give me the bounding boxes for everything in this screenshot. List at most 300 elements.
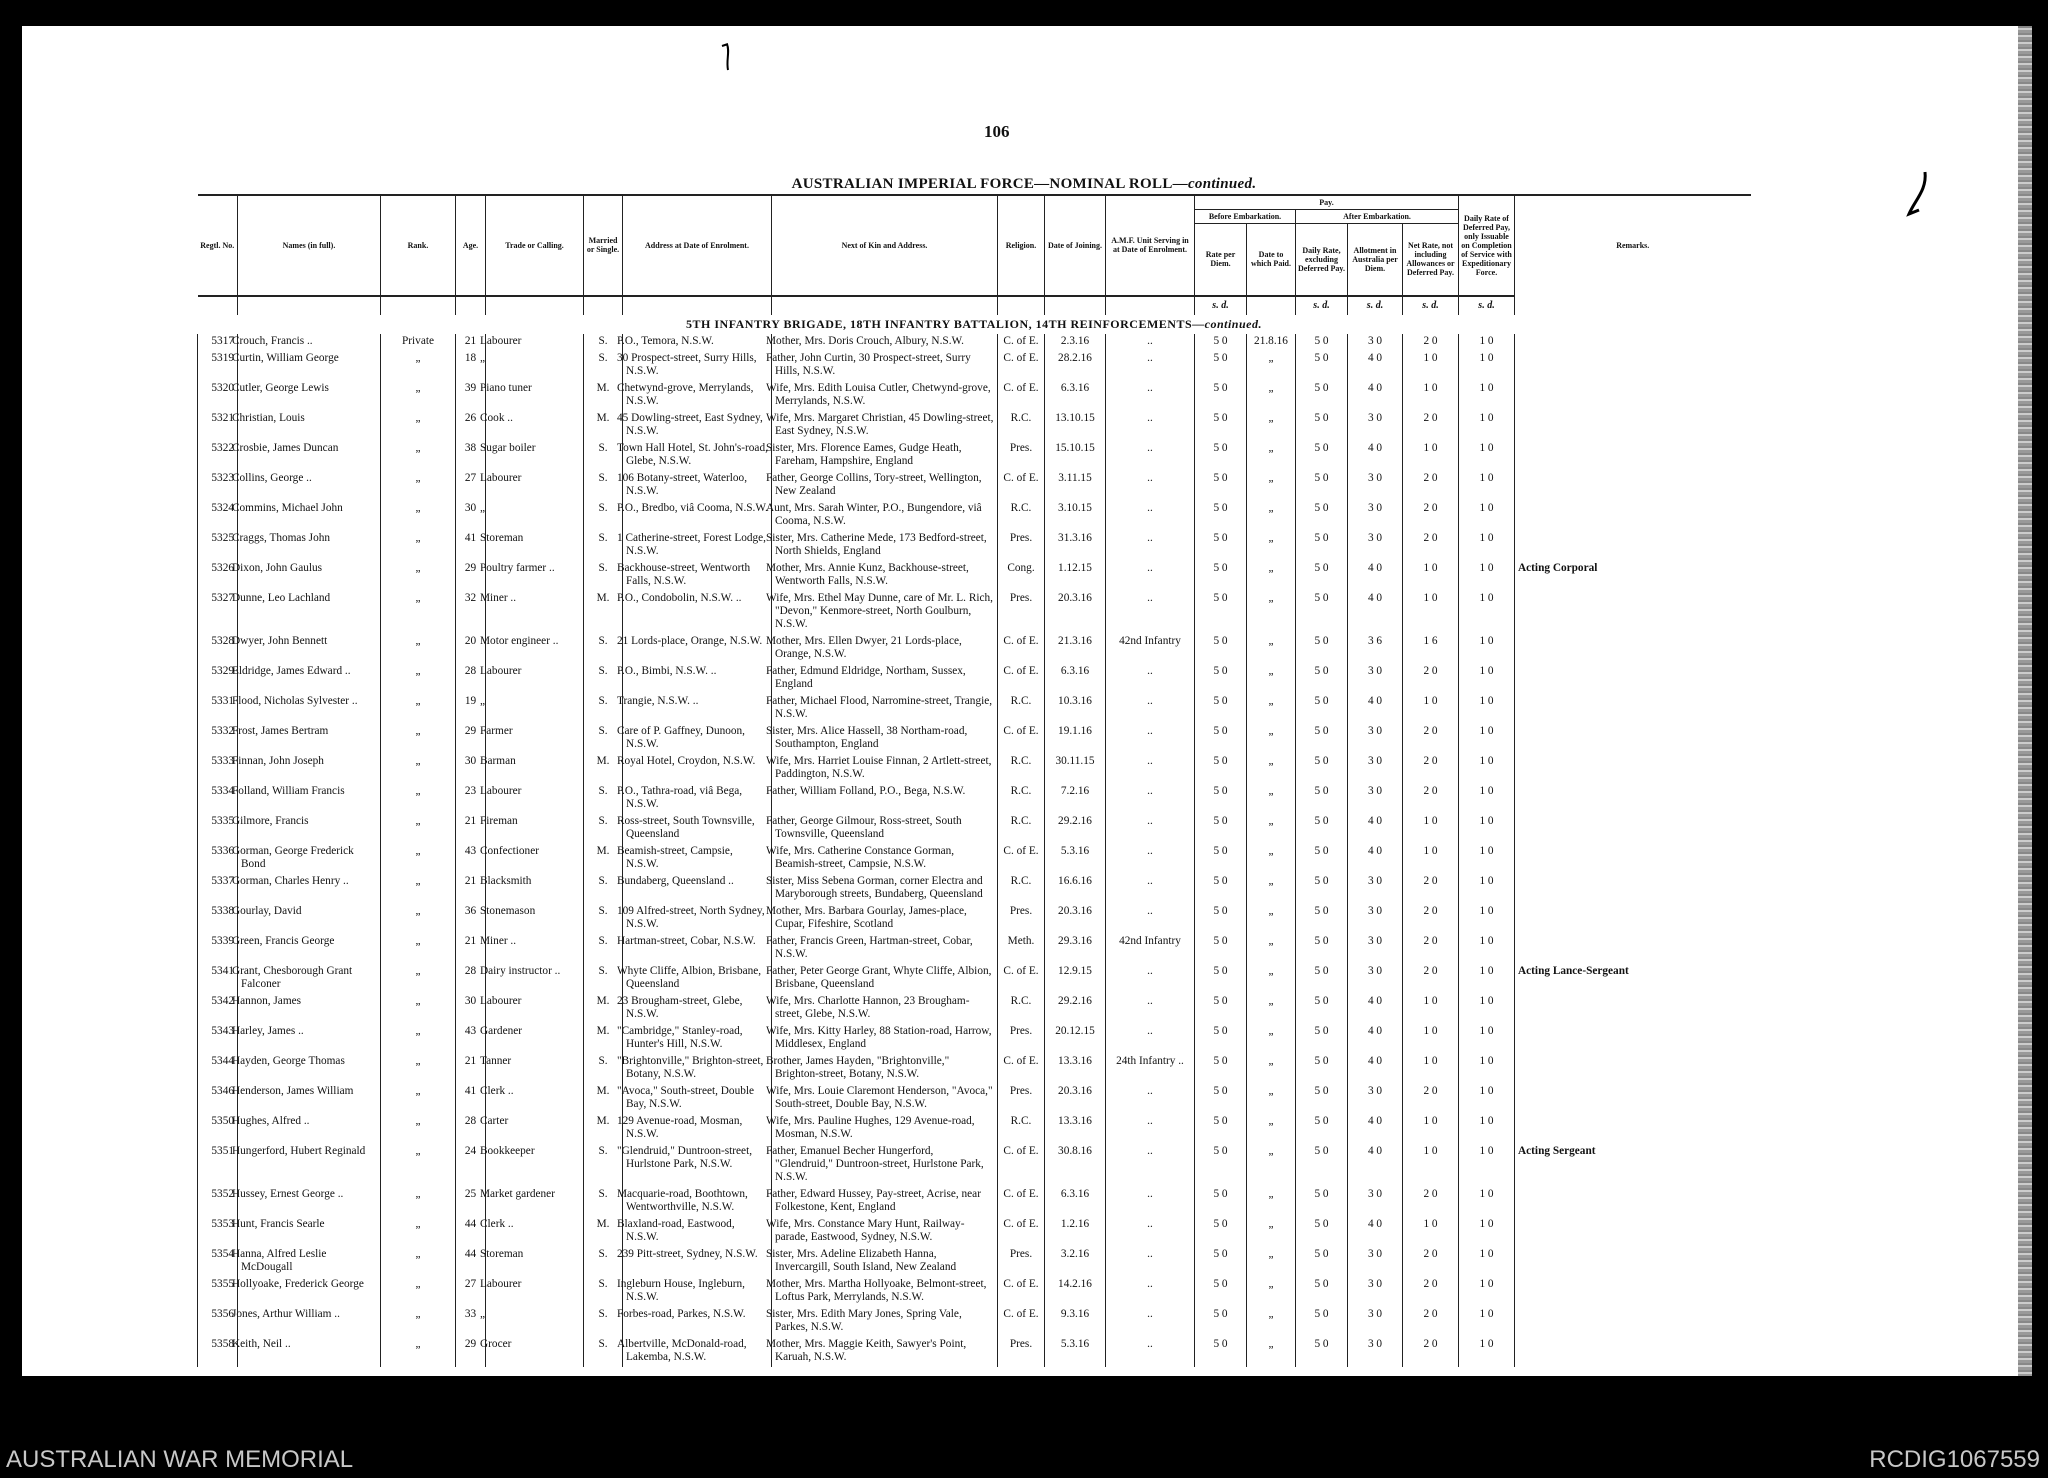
age-cell: 41 — [456, 1084, 486, 1114]
marital-status-cell: S. — [584, 561, 623, 591]
allotment-cell: 3 0 — [1348, 1084, 1403, 1114]
amf-unit-cell: .. — [1106, 814, 1195, 844]
allotment-cell: 4 0 — [1348, 351, 1403, 381]
deferred-pay-cell: 1 0 — [1459, 381, 1515, 411]
date-paid-cell: „ — [1247, 934, 1296, 964]
date-joining-cell: 3.10.15 — [1045, 501, 1106, 531]
soldier-name-cell: Craggs, Thomas John — [238, 531, 381, 561]
date-joining-cell: 31.3.16 — [1045, 531, 1106, 561]
rate-per-diem-cell: 5 0 — [1195, 664, 1247, 694]
table-row — [198, 411, 1751, 441]
daily-rate-cell: 5 0 — [1296, 1054, 1348, 1084]
date-joining-cell: 29.3.16 — [1045, 934, 1106, 964]
marital-status-cell: S. — [584, 724, 623, 754]
marital-status-cell: M. — [584, 844, 623, 874]
next-of-kin-cell: Mother, Mrs. Barbara Gourlay, James-place, Cupar, Fifeshire, Scotland — [772, 904, 998, 934]
soldier-name-cell: Flood, Nicholas Sylvester .. — [238, 694, 381, 724]
enrolment-address-cell: Town Hall Hotel, St. John's-road, Glebe, N.S.W. — [623, 441, 772, 471]
remarks-cell — [1515, 634, 1751, 664]
deferred-pay-cell: 1 0 — [1459, 1217, 1515, 1247]
allotment-cell: 4 0 — [1348, 561, 1403, 591]
table-row — [198, 1114, 1751, 1144]
religion-cell: C. of E. — [998, 1144, 1045, 1187]
date-paid-cell: „ — [1247, 844, 1296, 874]
religion-cell: C. of E. — [998, 664, 1045, 694]
next-of-kin-cell: Father, Michael Flood, Narromine-street, Trangie, N.S.W. — [772, 694, 998, 724]
rate-per-diem-cell: 5 0 — [1195, 1307, 1247, 1337]
enrolment-address-cell: Beamish-street, Campsie, N.S.W. — [623, 844, 772, 874]
regt-number-cell: 5320 — [198, 381, 238, 411]
net-rate-cell: 1 0 — [1403, 1114, 1459, 1144]
net-rate-cell: 1 0 — [1403, 1024, 1459, 1054]
deferred-pay-cell: 1 0 — [1459, 501, 1515, 531]
remarks-cell — [1515, 334, 1751, 351]
soldier-name-cell: Crosbie, James Duncan — [238, 441, 381, 471]
enrolment-address-cell: Care of P. Gaffney, Dunoon, N.S.W. — [623, 724, 772, 754]
ink-mark-icon — [718, 40, 738, 74]
age-cell: 44 — [456, 1247, 486, 1277]
rank-cell: „ — [381, 904, 456, 934]
daily-rate-cell: 5 0 — [1296, 531, 1348, 561]
trade-cell: Market gardener — [486, 1187, 584, 1217]
remarks-cell — [1515, 724, 1751, 754]
rate-per-diem-cell: 5 0 — [1195, 1114, 1247, 1144]
rate-per-diem-cell: 5 0 — [1195, 874, 1247, 904]
units-rate: s. d. — [1195, 296, 1247, 315]
regt-number-cell: 5344 — [198, 1054, 238, 1084]
table-row — [198, 1187, 1751, 1217]
marital-status-cell: S. — [584, 964, 623, 994]
regt-number-cell: 5328 — [198, 634, 238, 664]
next-of-kin-cell: Father, Peter George Grant, Whyte Cliffe, Albion, Brisbane, Queensland — [772, 964, 998, 994]
date-paid-cell: „ — [1247, 1024, 1296, 1054]
regt-number-cell: 5351 — [198, 1144, 238, 1187]
date-joining-cell: 20.3.16 — [1045, 591, 1106, 634]
next-of-kin-cell: Mother, Mrs. Doris Crouch, Albury, N.S.W. — [772, 334, 998, 351]
table-row — [198, 501, 1751, 531]
soldier-name-cell: Jones, Arthur William .. — [238, 1307, 381, 1337]
remarks-cell — [1515, 904, 1751, 934]
religion-cell: C. of E. — [998, 1307, 1045, 1337]
date-joining-cell: 30.11.15 — [1045, 754, 1106, 784]
header-pay: Pay. — [1195, 195, 1459, 210]
rate-per-diem-cell: 5 0 — [1195, 381, 1247, 411]
section-heading — [198, 315, 1751, 334]
regt-number-cell: 5358 — [198, 1337, 238, 1367]
age-cell: 19 — [456, 694, 486, 724]
rate-per-diem-cell: 5 0 — [1195, 634, 1247, 664]
table-row — [198, 934, 1751, 964]
table-row — [198, 561, 1751, 591]
amf-unit-cell: .. — [1106, 334, 1195, 351]
rank-cell: „ — [381, 351, 456, 381]
deferred-pay-cell: 1 0 — [1459, 591, 1515, 634]
net-rate-cell: 2 0 — [1403, 754, 1459, 784]
date-paid-cell: „ — [1247, 964, 1296, 994]
date-joining-cell: 13.3.16 — [1045, 1054, 1106, 1084]
deferred-pay-cell: 1 0 — [1459, 351, 1515, 381]
rate-per-diem-cell: 5 0 — [1195, 1217, 1247, 1247]
next-of-kin-cell: Wife, Mrs. Harriet Louise Finnan, 2 Artlett-street, Paddington, N.S.W. — [772, 754, 998, 784]
remarks-cell — [1515, 1337, 1751, 1367]
soldier-name-cell: Hunt, Francis Searle — [238, 1217, 381, 1247]
daily-rate-cell: 5 0 — [1296, 1144, 1348, 1187]
age-cell: 30 — [456, 754, 486, 784]
net-rate-cell: 1 0 — [1403, 561, 1459, 591]
header-marital: Married or Single. — [584, 195, 623, 296]
religion-cell: R.C. — [998, 754, 1045, 784]
date-joining-cell: 14.2.16 — [1045, 1277, 1106, 1307]
marital-status-cell: M. — [584, 994, 623, 1024]
regt-number-cell: 5355 — [198, 1277, 238, 1307]
date-joining-cell: 20.12.15 — [1045, 1024, 1106, 1054]
remarks-cell — [1515, 1084, 1751, 1114]
next-of-kin-cell: Wife, Mrs. Constance Mary Hunt, Railway-parade, Eastwood, Sydney, N.S.W. — [772, 1217, 998, 1247]
allotment-cell: 3 0 — [1348, 411, 1403, 441]
remarks-cell — [1515, 814, 1751, 844]
remarks-cell — [1515, 664, 1751, 694]
trade-cell: Storeman — [486, 531, 584, 561]
deferred-pay-cell: 1 0 — [1459, 874, 1515, 904]
daily-rate-cell: 5 0 — [1296, 814, 1348, 844]
trade-cell: Labourer — [486, 994, 584, 1024]
table-row — [198, 904, 1751, 934]
net-rate-cell: 1 0 — [1403, 441, 1459, 471]
amf-unit-cell: .. — [1106, 561, 1195, 591]
date-paid-cell: „ — [1247, 381, 1296, 411]
age-cell: 28 — [456, 1114, 486, 1144]
regt-number-cell: 5333 — [198, 754, 238, 784]
enrolment-address-cell: 30 Prospect-street, Surry Hills, N.S.W. — [623, 351, 772, 381]
table-row — [198, 591, 1751, 634]
allotment-cell: 3 0 — [1348, 874, 1403, 904]
date-paid-cell: „ — [1247, 1187, 1296, 1217]
remarks-cell — [1515, 694, 1751, 724]
soldier-name-cell: Hussey, Ernest George .. — [238, 1187, 381, 1217]
net-rate-cell: 1 0 — [1403, 994, 1459, 1024]
rank-cell: „ — [381, 561, 456, 591]
allotment-cell: 4 0 — [1348, 694, 1403, 724]
table-row — [198, 351, 1751, 381]
net-rate-cell: 1 0 — [1403, 694, 1459, 724]
footer-institution: AUSTRALIAN WAR MEMORIAL — [6, 1446, 354, 1473]
deferred-pay-cell: 1 0 — [1459, 471, 1515, 501]
religion-cell: Pres. — [998, 591, 1045, 634]
soldier-name-cell: Keith, Neil .. — [238, 1337, 381, 1367]
next-of-kin-cell: Father, William Folland, P.O., Bega, N.S.W. — [772, 784, 998, 814]
soldier-name-cell: Henderson, James William — [238, 1084, 381, 1114]
trade-cell: Labourer — [486, 334, 584, 351]
regt-number-cell: 5336 — [198, 844, 238, 874]
marital-status-cell: S. — [584, 1054, 623, 1084]
marital-status-cell: M. — [584, 1084, 623, 1114]
remarks-cell — [1515, 1247, 1751, 1277]
enrolment-address-cell: Whyte Cliffe, Albion, Brisbane, Queensland — [623, 964, 772, 994]
amf-unit-cell: .. — [1106, 1024, 1195, 1054]
date-paid-cell: „ — [1247, 754, 1296, 784]
amf-unit-cell: .. — [1106, 694, 1195, 724]
net-rate-cell: 2 0 — [1403, 724, 1459, 754]
deferred-pay-cell: 1 0 — [1459, 994, 1515, 1024]
table-row — [198, 1144, 1751, 1187]
regt-number-cell: 5342 — [198, 994, 238, 1024]
remarks-cell — [1515, 1114, 1751, 1144]
age-cell: 27 — [456, 471, 486, 501]
allotment-cell: 4 0 — [1348, 591, 1403, 634]
header-date-paid: Date to which Paid. — [1247, 224, 1296, 296]
rank-cell: „ — [381, 724, 456, 754]
allotment-cell: 3 0 — [1348, 1187, 1403, 1217]
next-of-kin-cell: Wife, Mrs. Ethel May Dunne, care of Mr. L. Rich, "Devon," Kenmore-street, North Goulburn, N.S.W. — [772, 591, 998, 634]
rank-cell: „ — [381, 694, 456, 724]
net-rate-cell: 2 0 — [1403, 784, 1459, 814]
religion-cell: Pres. — [998, 441, 1045, 471]
rank-cell: „ — [381, 1187, 456, 1217]
next-of-kin-cell: Wife, Mrs. Margaret Christian, 45 Dowling-street, East Sydney, N.S.W. — [772, 411, 998, 441]
next-of-kin-cell: Mother, Mrs. Ellen Dwyer, 21 Lords-place, Orange, N.S.W. — [772, 634, 998, 664]
net-rate-cell: 2 0 — [1403, 1277, 1459, 1307]
daily-rate-cell: 5 0 — [1296, 351, 1348, 381]
section-title: 5TH INFANTRY BRIGADE, 18TH INFANTRY BATTALION, 14TH REINFORCEMENTS— — [686, 316, 1205, 331]
rate-per-diem-cell: 5 0 — [1195, 351, 1247, 381]
net-rate-cell: 2 0 — [1403, 471, 1459, 501]
rate-per-diem-cell: 5 0 — [1195, 994, 1247, 1024]
daily-rate-cell: 5 0 — [1296, 724, 1348, 754]
daily-rate-cell: 5 0 — [1296, 754, 1348, 784]
soldier-name-cell: Gorman, Charles Henry .. — [238, 874, 381, 904]
regt-number-cell: 5331 — [198, 694, 238, 724]
deferred-pay-cell: 1 0 — [1459, 784, 1515, 814]
age-cell: 29 — [456, 561, 486, 591]
enrolment-address-cell: 1 Catherine-street, Forest Lodge, N.S.W. — [623, 531, 772, 561]
age-cell: 24 — [456, 1144, 486, 1187]
regt-number-cell: 5319 — [198, 351, 238, 381]
deferred-pay-cell: 1 0 — [1459, 934, 1515, 964]
header-rank: Rank. — [381, 195, 456, 296]
rate-per-diem-cell: 5 0 — [1195, 844, 1247, 874]
religion-cell: Meth. — [998, 934, 1045, 964]
rank-cell: „ — [381, 501, 456, 531]
next-of-kin-cell: Mother, Mrs. Maggie Keith, Sawyer's Point, Karuah, N.S.W. — [772, 1337, 998, 1367]
date-paid-cell: „ — [1247, 1337, 1296, 1367]
date-paid-cell: „ — [1247, 1247, 1296, 1277]
regt-number-cell: 5341 — [198, 964, 238, 994]
enrolment-address-cell: Ingleburn House, Ingleburn, N.S.W. — [623, 1277, 772, 1307]
header-date-joining: Date of Joining. — [1045, 195, 1106, 296]
title-suffix: continued. — [1187, 176, 1257, 192]
age-cell: 30 — [456, 994, 486, 1024]
regt-number-cell: 5339 — [198, 934, 238, 964]
amf-unit-cell: .. — [1106, 531, 1195, 561]
marital-status-cell: S. — [584, 874, 623, 904]
enrolment-address-cell: 21 Lords-place, Orange, N.S.W. — [623, 634, 772, 664]
age-cell: 26 — [456, 411, 486, 441]
deferred-pay-cell: 1 0 — [1459, 411, 1515, 441]
regt-number-cell: 5346 — [198, 1084, 238, 1114]
date-joining-cell: 13.3.16 — [1045, 1114, 1106, 1144]
rate-per-diem-cell: 5 0 — [1195, 1144, 1247, 1187]
amf-unit-cell: .. — [1106, 1187, 1195, 1217]
trade-cell: „ — [486, 694, 584, 724]
deferred-pay-cell: 1 0 — [1459, 531, 1515, 561]
table-row — [198, 1337, 1751, 1367]
religion-cell: C. of E. — [998, 471, 1045, 501]
soldier-name-cell: Hannon, James — [238, 994, 381, 1024]
rate-per-diem-cell: 5 0 — [1195, 471, 1247, 501]
rate-per-diem-cell: 5 0 — [1195, 501, 1247, 531]
next-of-kin-cell: Mother, Mrs. Annie Kunz, Backhouse-street, Wentworth Falls, N.S.W. — [772, 561, 998, 591]
marital-status-cell: S. — [584, 351, 623, 381]
date-joining-cell: 9.3.16 — [1045, 1307, 1106, 1337]
remarks-cell — [1515, 381, 1751, 411]
remarks-cell — [1515, 994, 1751, 1024]
enrolment-address-cell: Trangie, N.S.W. .. — [623, 694, 772, 724]
marital-status-cell: M. — [584, 411, 623, 441]
date-joining-cell: 20.3.16 — [1045, 904, 1106, 934]
marital-status-cell: S. — [584, 1187, 623, 1217]
date-joining-cell: 21.3.16 — [1045, 634, 1106, 664]
religion-cell: R.C. — [998, 994, 1045, 1024]
deferred-pay-cell: 1 0 — [1459, 754, 1515, 784]
marital-status-cell: S. — [584, 694, 623, 724]
rank-cell: „ — [381, 1054, 456, 1084]
amf-unit-cell: 24th Infantry .. — [1106, 1054, 1195, 1084]
next-of-kin-cell: Wife, Mrs. Louie Claremont Henderson, "Avoca," South-street, Double Bay, N.S.W. — [772, 1084, 998, 1114]
daily-rate-cell: 5 0 — [1296, 471, 1348, 501]
amf-unit-cell: .. — [1106, 441, 1195, 471]
enrolment-address-cell: Backhouse-street, Wentworth Falls, N.S.W. — [623, 561, 772, 591]
religion-cell: C. of E. — [998, 964, 1045, 994]
amf-unit-cell: .. — [1106, 1307, 1195, 1337]
daily-rate-cell: 5 0 — [1296, 1217, 1348, 1247]
allotment-cell: 4 0 — [1348, 1144, 1403, 1187]
table-row — [198, 441, 1751, 471]
enrolment-address-cell: P.O., Tathra-road, viâ Bega, N.S.W. — [623, 784, 772, 814]
trade-cell: Miner .. — [486, 591, 584, 634]
table-row — [198, 334, 1751, 351]
rank-cell: „ — [381, 994, 456, 1024]
remarks-cell — [1515, 411, 1751, 441]
rate-per-diem-cell: 5 0 — [1195, 441, 1247, 471]
allotment-cell: 3 0 — [1348, 1307, 1403, 1337]
soldier-name-cell: Frost, James Bertram — [238, 724, 381, 754]
daily-rate-cell: 5 0 — [1296, 381, 1348, 411]
age-cell: 21 — [456, 1054, 486, 1084]
deferred-pay-cell: 1 0 — [1459, 814, 1515, 844]
allotment-cell: 3 6 — [1348, 634, 1403, 664]
date-joining-cell: 1.2.16 — [1045, 1217, 1106, 1247]
next-of-kin-cell: Father, John Curtin, 30 Prospect-street, Surry Hills, N.S.W. — [772, 351, 998, 381]
marital-status-cell: M. — [584, 1114, 623, 1144]
allotment-cell: 3 0 — [1348, 934, 1403, 964]
age-cell: 23 — [456, 784, 486, 814]
soldier-name-cell: Dwyer, John Bennett — [238, 634, 381, 664]
soldier-name-cell: Crouch, Francis .. — [238, 334, 381, 351]
daily-rate-cell: 5 0 — [1296, 1084, 1348, 1114]
religion-cell: C. of E. — [998, 634, 1045, 664]
enrolment-address-cell: Ross-street, South Townsville, Queensland — [623, 814, 772, 844]
table-row — [198, 1217, 1751, 1247]
amf-unit-cell: 42nd Infantry — [1106, 934, 1195, 964]
marital-status-cell: S. — [584, 1277, 623, 1307]
religion-cell: R.C. — [998, 874, 1045, 904]
regt-number-cell: 5335 — [198, 814, 238, 844]
marital-status-cell: S. — [584, 1144, 623, 1187]
allotment-cell: 4 0 — [1348, 1114, 1403, 1144]
soldier-name-cell: Eldridge, James Edward .. — [238, 664, 381, 694]
net-rate-cell: 2 0 — [1403, 501, 1459, 531]
daily-rate-cell: 5 0 — [1296, 664, 1348, 694]
daily-rate-cell: 5 0 — [1296, 334, 1348, 351]
trade-cell: Motor engineer .. — [486, 634, 584, 664]
amf-unit-cell: .. — [1106, 724, 1195, 754]
daily-rate-cell: 5 0 — [1296, 1187, 1348, 1217]
marital-status-cell: S. — [584, 814, 623, 844]
header-after-embarkation: After Embarkation. — [1296, 210, 1459, 224]
amf-unit-cell: .. — [1106, 844, 1195, 874]
trade-cell: Clerk .. — [486, 1084, 584, 1114]
deferred-pay-cell: 1 0 — [1459, 1337, 1515, 1367]
date-paid-cell: „ — [1247, 1114, 1296, 1144]
allotment-cell: 4 0 — [1348, 844, 1403, 874]
amf-unit-cell: .. — [1106, 904, 1195, 934]
marital-status-cell: M. — [584, 1024, 623, 1054]
enrolment-address-cell: 45 Dowling-street, East Sydney, N.S.W. — [623, 411, 772, 441]
allotment-cell: 4 0 — [1348, 441, 1403, 471]
amf-unit-cell: .. — [1106, 1337, 1195, 1367]
net-rate-cell: 2 0 — [1403, 1084, 1459, 1114]
remarks-cell: Acting Corporal — [1515, 561, 1751, 591]
date-paid-cell: „ — [1247, 1144, 1296, 1187]
trade-cell: Stonemason — [486, 904, 584, 934]
age-cell: 28 — [456, 664, 486, 694]
net-rate-cell: 2 0 — [1403, 1247, 1459, 1277]
date-joining-cell: 28.2.16 — [1045, 351, 1106, 381]
age-cell: 21 — [456, 814, 486, 844]
regt-number-cell: 5356 — [198, 1307, 238, 1337]
daily-rate-cell: 5 0 — [1296, 561, 1348, 591]
soldier-name-cell: Green, Francis George — [238, 934, 381, 964]
marital-status-cell: S. — [584, 471, 623, 501]
section-suffix: continued. — [1204, 316, 1262, 331]
deferred-pay-cell: 1 0 — [1459, 1114, 1515, 1144]
table-row — [198, 634, 1751, 664]
next-of-kin-cell: Wife, Mrs. Pauline Hughes, 129 Avenue-road, Mosman, N.S.W. — [772, 1114, 998, 1144]
allotment-cell: 3 0 — [1348, 724, 1403, 754]
allotment-cell: 4 0 — [1348, 1054, 1403, 1084]
daily-rate-cell: 5 0 — [1296, 441, 1348, 471]
daily-rate-cell: 5 0 — [1296, 1247, 1348, 1277]
marital-status-cell: S. — [584, 664, 623, 694]
remarks-cell — [1515, 934, 1751, 964]
deferred-pay-cell: 1 0 — [1459, 904, 1515, 934]
trade-cell: Sugar boiler — [486, 441, 584, 471]
regt-number-cell: 5324 — [198, 501, 238, 531]
marital-status-cell: S. — [584, 784, 623, 814]
rate-per-diem-cell: 5 0 — [1195, 1187, 1247, 1217]
religion-cell: Pres. — [998, 531, 1045, 561]
date-paid-cell: „ — [1247, 994, 1296, 1024]
trade-cell: Barman — [486, 754, 584, 784]
rate-per-diem-cell: 5 0 — [1195, 694, 1247, 724]
next-of-kin-cell: Mother, Mrs. Martha Hollyoake, Belmont-street, Loftus Park, Merrylands, N.S.W. — [772, 1277, 998, 1307]
trade-cell: Grocer — [486, 1337, 584, 1367]
age-cell: 29 — [456, 1337, 486, 1367]
rank-cell: „ — [381, 1084, 456, 1114]
enrolment-address-cell: Hartman-street, Cobar, N.S.W. — [623, 934, 772, 964]
amf-unit-cell: .. — [1106, 1114, 1195, 1144]
enrolment-address-cell: "Brightonville," Brighton-street, Botany, N.S.W. — [623, 1054, 772, 1084]
